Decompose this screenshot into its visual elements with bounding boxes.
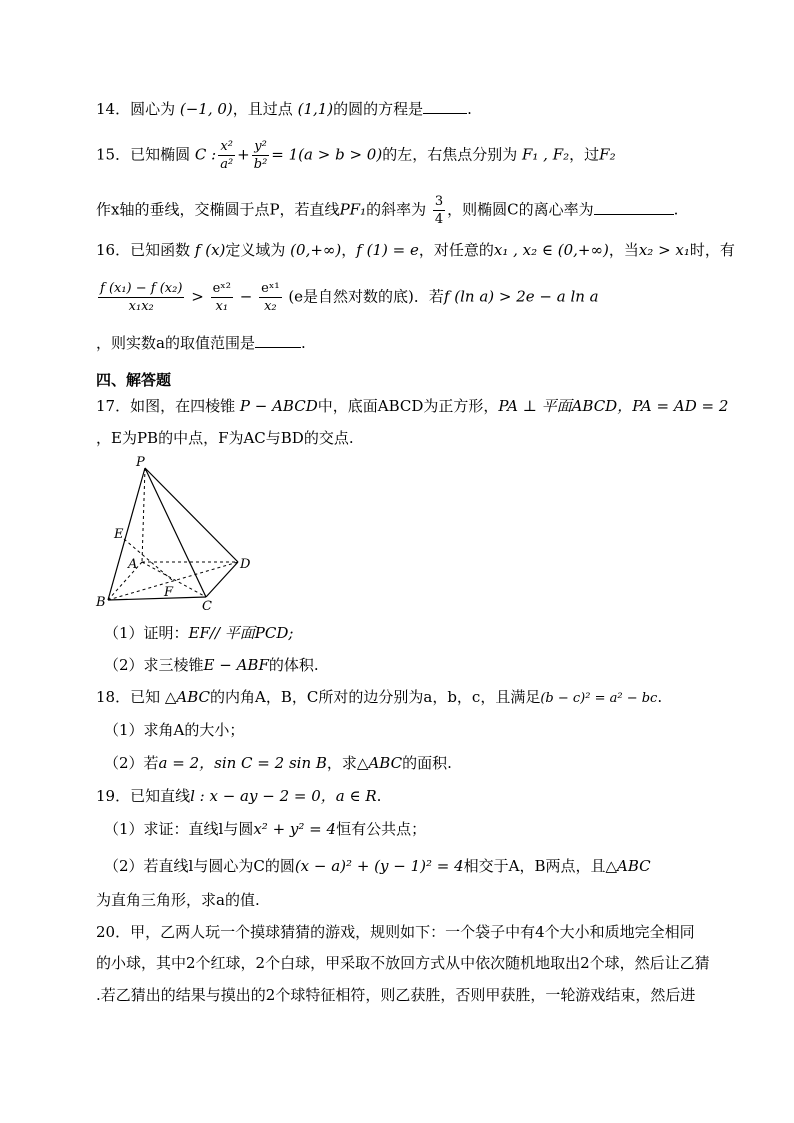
q16-line2: $\frac{\text{f (x₁) − f (x₂)}}{\text{x₁x₂}}$ > $\frac{\text{eˣ²}}{\text{x₁}}$ − $\frac{\text{eˣ¹}}{\text{x₂}}$ (e是自然对数的底)．若f (ln a) > 2e − a ln a xyxy=(100,281,599,314)
q14-line: 14．圆心为 (−1, 0)，且过点 (1,1)的圆的方程是 . xyxy=(96,100,472,118)
label-D: D xyxy=(240,557,251,572)
q19-sub1: （1）求证：直线l与圆x² + y² = 4恒有公共点； xyxy=(104,820,427,838)
q19-number: 19． xyxy=(96,787,131,805)
q17-sub2: （2）求三棱锥E − ABF的体积. xyxy=(104,656,319,674)
q15-line2: 作x轴的垂线，交椭圆于点P，若直线PF₁的斜率为 $\frac{3}{4}$ ，则椭圆C的离心率为 . xyxy=(96,194,679,227)
q15-slope-frac: $\frac{3}{4}$ xyxy=(434,194,444,227)
label-C: C xyxy=(202,599,212,614)
q17-number: 17． xyxy=(96,397,131,415)
section-heading: 四、解答题 xyxy=(96,371,172,389)
q16-exp-frac-1: $\frac{\text{eˣ²}}{\text{x₁}}$ xyxy=(212,281,231,314)
q16-answer-blank[interactable] xyxy=(255,333,301,348)
pyramid-figure xyxy=(92,452,262,614)
q15-frac-y: $\frac{\text{y²}}{\text{b²}}$ xyxy=(253,139,268,172)
q20-line2: 的小球，其中2个红球，2个白球，甲采取不放回方式从中依次随机地取出2个球，然后让乙猜 xyxy=(96,954,710,972)
label-F: F xyxy=(164,585,174,600)
q16-line1: 16．已知函数 f (x)定义域为 (0,+∞)，f (1) = e，对任意的x₁ , x₂ ∈ (0,+∞)，当x₂ > x₁时，有 xyxy=(96,241,735,259)
q19-line3: 为直角三角形，求a的值. xyxy=(96,891,260,909)
q16-line3: ，则实数a的取值范围是 . xyxy=(96,334,306,352)
q17-line1: 17．如图，在四棱锥 P − ABCD中，底面ABCD为正方形，PA ⊥ 平面ABCD，PA = AD = 2 xyxy=(96,397,729,415)
q15-number: 15． xyxy=(96,145,131,164)
q18-sub2: （2）若a = 2，sin C = 2 sin B，求△ABC的面积. xyxy=(104,754,452,772)
label-B: B xyxy=(96,595,106,610)
q14-point: (1,1) xyxy=(297,100,334,118)
q20-line1: 20．甲，乙两人玩一个摸球猜猜的游戏，规则如下：一个袋子中有4个大小和质地完全相同 xyxy=(96,923,695,941)
q16-number: 16． xyxy=(96,241,131,259)
q20-line3: .若乙猜出的结果与摸出的2个球特征相符，则乙获胜，否则甲获胜，一轮游戏结束，然后进 xyxy=(96,986,696,1004)
q15-answer-blank[interactable] xyxy=(594,200,674,215)
q19-sub2: （2）若直线l与圆心为C的圆(x − a)² + (y − 1)² = 4相交于A，B两点，且△ABC xyxy=(104,857,651,875)
q14-answer-blank[interactable] xyxy=(423,99,467,114)
q19-line1: 19．已知直线l : x − ay − 2 = 0，a ∈ R. xyxy=(96,787,382,805)
label-P: P xyxy=(136,455,145,470)
q15-line1: 15．已知椭圆 C : $\frac{\text{x²}}{\text{a²}}$ + $\frac{\text{y²}}{\text{b²}}$ = 1(a > b > 0)的左，右焦点分别为 F₁ , F₂，过F₂ xyxy=(96,139,616,172)
q18-number: 18． xyxy=(96,688,131,706)
q17-sub1: （1）证明：EF// 平面PCD; xyxy=(104,624,294,642)
q18-sub1: （1）求角A的大小； xyxy=(104,721,245,739)
label-E: E xyxy=(114,527,124,542)
q17-line2: ，E为PB的中点，F为AC与BD的交点. xyxy=(96,429,354,447)
label-A: A xyxy=(128,557,138,572)
q18-line1: 18．已知 △ABC的内角A，B，C所对的边分别为a，b，c，且满足(b − c)² = a² − bc. xyxy=(96,688,663,706)
q16-exp-frac-2: $\frac{\text{eˣ¹}}{\text{x₂}}$ xyxy=(261,281,280,314)
q15-frac-x: $\frac{\text{x²}}{\text{a²}}$ xyxy=(220,139,234,172)
q16-diff-frac: $\frac{\text{f (x₁) − f (x₂)}}{\text{x₁x₂}}$ xyxy=(100,281,183,314)
q14-center: (−1, 0) xyxy=(179,100,233,118)
q14-number: 14． xyxy=(96,100,131,118)
